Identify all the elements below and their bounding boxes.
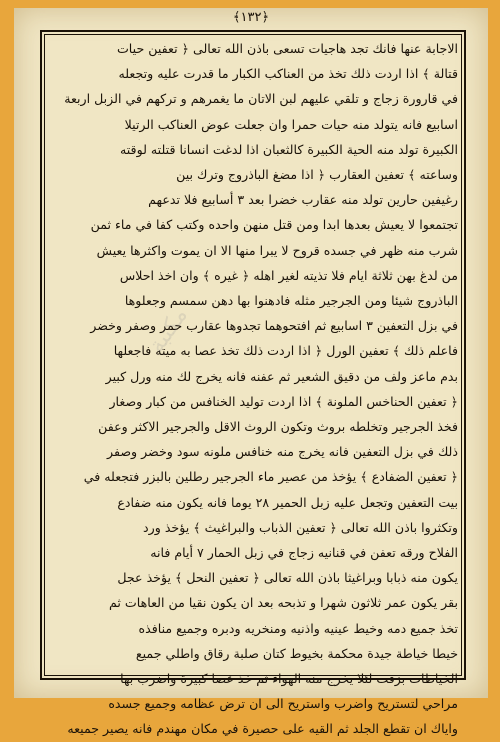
text-line: بيت التعفين وتجعل عليه زبل الحمير ٢٨ يوما فانه يكون منه ضفادع [117, 494, 458, 510]
text-line: وساعته ﴾ تعفين العقارب ﴿ اذا مضغ الباذروج وترك بين [176, 167, 458, 183]
text-line: واياك ان تقطع الجلد ثم القيه على حصيرة في مكان مهندم فانه يصير جميعه [67, 721, 458, 737]
text-line: الاجابة عنها فانك تجد هاجيات تسعى باذن الله تعالى ﴿ تعفين حيات [116, 41, 458, 56]
text-line: تخذ جميع دمه وخيط عينيه واذنيه ومنخريه ودبره وجميع منافذه [138, 620, 458, 636]
text-line: الفلاح ورقه تعفن في قنانيه زجاج في زبل الحمار ٧ أيام فانه [150, 545, 458, 561]
text-line: ﴿ تعفين الضفادع ﴾ يؤخذ من عصير ماء الجرجير رطلين بالبزر فتجعله في [83, 469, 458, 485]
text-line: فخذ الجرجير وتخلطه بروث وتكون الروث الاقل والجرجير الاكثر وعفن [98, 419, 458, 435]
book-page [14, 8, 488, 737]
text-line: الباذروج شيئا ومن الجرجير مثله فادهنوا بها دهن سمسم وجعلوها [124, 293, 458, 309]
text-line: قتالة ﴾ اذا اردت ذلك تخذ من العناكب الكبار ما قدرت عليه وتجعله [118, 66, 458, 82]
text-line: رغيفين حارين تولد منه عقارب خضرا بعد ٣ أسابيع فلا تدعهم [148, 192, 458, 208]
text-line: مراحي لتستريح واضرب واستريح الى ان ترض عظامه وجميع جسده [108, 696, 458, 712]
text-line: بقر يكون عمر ثلاثون شهرا و تذبحه بعد ان يكون نقيا من العاهات ثم [109, 595, 458, 611]
text-line: شرب منه ظهر في جسده قروح لا يبرا منها الا ان يموت واكثرها يعيش [96, 242, 458, 258]
body-text [48, 36, 458, 737]
page-number: ﴿١٣٢﴾ [232, 10, 270, 25]
text-line: خيطا خياطة جيدة محكمة بخيوط كتان صلبة رقاق واطلي جميع [135, 645, 458, 661]
text-line: يكون منه ذبابا وبراغيثا باذن الله تعالى ﴿ تعفين النحل ﴾ يؤخذ عجل [117, 570, 458, 586]
text-line: ذلك في بزل التعفين فانه يخرج منه خنافس ملونه سود وخضر وصفر [107, 444, 458, 460]
text-frame [40, 30, 466, 737]
text-line: في قارورة زجاج و تلقي عليهم لبن الاتان ما يغمرهم و تركهم في الزبل اربعة [64, 91, 458, 107]
text-line: بدم ماعز ولف من دقيق الشعير ثم عفنه فانه يخرج لك منه ورل كبير [105, 368, 458, 384]
text-line: الكبيرة تولد منه الحية الكبيرة كالثعبان اذا لدغت انسانا قتلته لوقته [120, 141, 458, 157]
text-line: تجتمعوا لا يعيش بعدها ابدا ومن قتل منهن واحده وكتب كفا في ماء ثمن [90, 217, 458, 233]
watermark: مكتبة [144, 303, 193, 358]
text-line: الخياطات بزفت لئلا يخرج منه الهواء ثم خذ عصا كبيرة واضرب بها [120, 671, 458, 687]
text-line: اسابيع فانه يتولد منه حيات حمرا وان جعلت عوض العناكب الرتيلا [124, 116, 458, 132]
text-line: وتكثروا باذن الله تعالى ﴿ تعفين الذباب والبراغيث ﴾ يؤخذ ورد [143, 519, 458, 535]
text-line: من لدغ بهن ثلاثة ايام فلا تذيته لغير اهله ﴿ غيره ﴾ وان اخذ احلاس [119, 267, 458, 283]
text-line: ﴿ تعفين الحناخس الملونة ﴾ اذا اردت توليد الخنافس من كبار وصغار [109, 393, 458, 409]
text-line: فاعلم ذلك ﴾ تعفين الورل ﴿ اذا اردت ذلك تخذ عصا به ميته فاجعلها [113, 343, 458, 359]
text-line: في بزل التعفين ٣ اسابيع ثم افتحوهما تجدوها عقارب حمر وصفر وخضر [90, 318, 458, 334]
